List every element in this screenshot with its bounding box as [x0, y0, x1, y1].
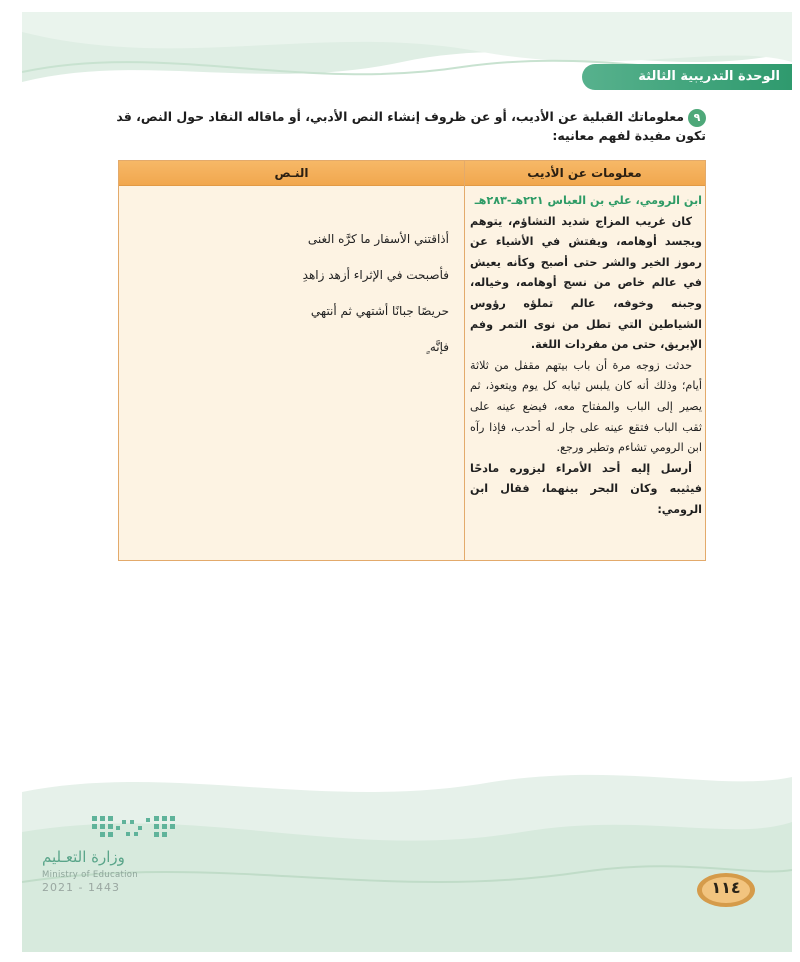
question-number: ٩ [688, 109, 706, 127]
table-header [119, 161, 705, 186]
poem-text [249, 227, 449, 371]
author-paragraph: كان غريب المزاج شديد التشاؤم، يتوهم ويجسد أوهامه، ويفتش في الأشياء عن رموز الخير والشر حتى أصبح وكأنه يعيش في عالم خاص من نسج أوهامه، وخياله، وجبنه وخوفه، عالم تملؤه رؤوس الشياطين التي تطل من نوى التمر وفم الإبريق، حتى من مفردات اللغة. [470, 214, 702, 352]
question-prompt [112, 108, 706, 145]
poem-line: فأصبحت في الإثراء أزهد زاهدِ [302, 268, 449, 282]
textbook-page [22, 12, 792, 952]
ministry-name-arabic: وزارة التعـليم [42, 848, 125, 866]
page-number: ١١٤ [711, 878, 741, 897]
poem-line: أذاقتني الأسفار ما كرَّه الغنى [307, 232, 449, 246]
author-name: ابن الرومي، علي بن العباس ٢٢١هـ-٢٨٣هـ [474, 194, 702, 207]
author-paragraph: أرسل إليه أحد الأمراء ليزوره مادحًا فيثيبه وكان البحر بينهما، فقال ابن الرومي: [470, 461, 702, 516]
edition-year: 2021 - 1443 [42, 881, 120, 894]
question-text: معلوماتك القبلية عن الأديب، أو عن ظروف إنشاء النص الأدبي، أو ماقاله النقاد حول النص، قد تكون مفيدة لفهم معانيه: [116, 109, 706, 143]
column-divider [464, 161, 465, 560]
author-paragraph: حدثت زوجه مرة أن باب بيتهم مقفل من ثلاثة أيام؛ وذلك أنه كان يلبس ثيابه كل يوم ويتعوذ، ثم يصير إلى الباب والمفتاح معه، فيضع عينه على ثقب الباب فتقع عينه على جار له أحدب، فإذا رآه ابن الرومي تشاءم وتطير ورجع. [470, 358, 702, 455]
author-info-cell [470, 191, 702, 521]
author-text-table [118, 160, 706, 561]
ministry-name-english: Ministry of Education [42, 870, 138, 880]
unit-title-banner: الوحدة التدريبية الثالثة [582, 64, 792, 90]
poem-line: حريصًا جبانًا أشتهي ثم أنتهي [310, 304, 449, 318]
header-text: النـص [274, 166, 309, 180]
header-author-info: معلومات عن الأديب [527, 166, 642, 180]
poem-line: فإنَّه ٍ [426, 340, 449, 354]
